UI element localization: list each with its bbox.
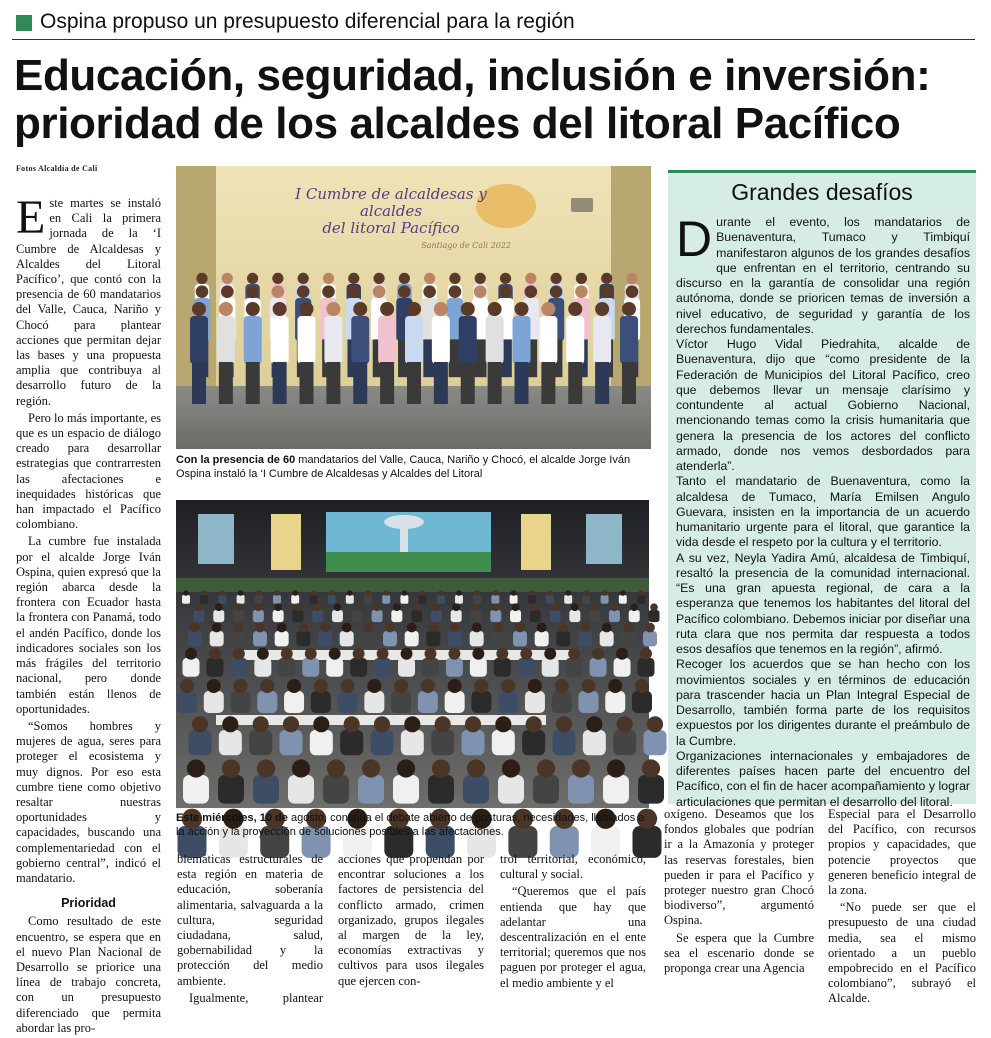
sidebar-paragraph-2: Víctor Hugo Vidal Piedrahita, alcalde de Buenaventura, dijo que “como presidente de la Federación de Municipios del Litoral Pacífico, creo que debemos llevar un mensaje clarísimo y contundente al actual Gobierno Nacional, mencionando temas como la crisis humanitaria que genera la presencia de los actores del conflicto armado, donde nos vemos desbordados para atenderla”. bbox=[676, 337, 970, 473]
photo2-caption bbox=[176, 812, 654, 839]
left-paragraph-3: La cumbre fue instalada por el alcalde Jorge Iván Ospina, quien expresó que la región abarca desde la frontera con Ecuador hasta la frontera con Panamá, todo el andén Pacífico, donde los indicadores sociales son los más frágiles del territorio nacional, pero donde también están llenos de oportunidades. bbox=[16, 534, 161, 716]
bottom-column-3-p2: “Queremos que el país entienda que hay que adelantar una descentralización en el ente territorial; queremos que nos paguen por proteger el agua, el medio ambiente y el bbox=[500, 884, 646, 990]
headline-line-2: prioridad de los alcaldes del litoral Pacífico bbox=[14, 99, 901, 148]
photo2-caption-bold: Este miércoles, 10 de bbox=[176, 812, 288, 824]
headline-line-1: Educación, seguridad, inclusión e inversión: bbox=[14, 51, 931, 100]
sidebar-grandes-desafios bbox=[668, 170, 976, 809]
sidebar-dropcap: D bbox=[676, 211, 713, 267]
auditorium-photo-image bbox=[176, 500, 649, 808]
photo1-caption-bold: Con la presencia de 60 bbox=[176, 454, 296, 466]
banner-sub: Santiago de Cali 2022 bbox=[421, 241, 511, 250]
kicker-bar bbox=[12, 8, 975, 40]
bottom-column-5 bbox=[828, 807, 976, 1009]
kicker: Ospina propuso un presupuesto diferencial para la región bbox=[40, 10, 575, 33]
subhead-prioridad: Prioridad bbox=[61, 896, 116, 911]
photo-credit: Fotos Alcaldía de Cali bbox=[16, 164, 98, 173]
banner-text bbox=[271, 186, 511, 254]
left-paragraph-2: Pero lo más importante, es que es un espacio de diálogo creado para desarrollar estrategias que contrarresten las afectaciones e inequidades históricas que han impactado el Pacífico colombiano. bbox=[16, 410, 161, 532]
sidebar-paragraph-4: A su vez, Neyla Yadira Amú, alcaldesa de Timbiquí, resaltó la presencia de la comunidad internacional. “Es una gran apuesta regional, de cara a la esperanza que tenemos los habitantes del litoral del Pacífico colombiano. Debemos iniciar por diseñar una ruta clara que nos permita dar respuesta a todos esos desafíos que tenemos en la región”, afirmó. bbox=[676, 550, 970, 656]
sidebar-paragraph-6: Organizaciones internacionales y embajadores de diferentes países hacen parte del encuentro del Pacífico, con el fin de hacer acompañamiento y lograr articulaciones que permitan el desarrollo del litoral. bbox=[676, 748, 970, 809]
group-photo bbox=[176, 166, 651, 449]
bottom-column-5-p1: Especial para el Desarrollo del Pacífico, con recursos propios y capacidades, que potencie proyectos que generen beneficio integral de la zona. bbox=[828, 807, 976, 898]
photo1-caption bbox=[176, 454, 654, 481]
left-paragraph-4: “Somos hombres y mujeres de agua, seres para proteger el ecosistema y muy dignos. Por eso esta cumbre tiene como objetivo resaltar nuestras oportunidades y capacidades, buscando una complementariedad con el gobierno central”, indicó el mandatario. bbox=[16, 718, 161, 885]
bottom-column-4 bbox=[664, 807, 814, 978]
left-paragraph-1: Este martes se instaló en Cali la primera jornada de la ‘I Cumbre de Alcaldesas y Alcaldes del Litoral Pacífico’, que contó con la presencia de 60 mandatarios del Valle, Cauca, Nariño y Chocó para plantear acciones que permitan dejar las bases y una propuesta amplia que contribuya al desarrollo futuro de la región. bbox=[16, 191, 161, 408]
bottom-column-3-p1: trol territorial, económico, cultural y social. bbox=[500, 852, 646, 882]
sidebar-body bbox=[676, 211, 970, 810]
headline bbox=[14, 52, 974, 148]
left-column bbox=[16, 191, 161, 1038]
sidebar-paragraph-5: Recoger los acuerdos que se han hecho con los movimientos sociales y en términos de educación para trascender hacia un Plan Integral Especial de Desarrollo, también forma parte de los requisitos expuestos por los dirigentes durante el preámbulo de la Cumbre. bbox=[676, 657, 970, 748]
bottom-column-2-p1: acciones que propendan por encontrar soluciones a los factores de persistencia del conflicto armado, crimen organizado, grupos ilegales al margen de la ley, economías extractivas y cultivos para usos ilegales que ejercen con- bbox=[338, 852, 484, 988]
bottom-column-4-p2: Se espera que la Cumbre sea el escenario donde se proponga crear una Agencia bbox=[664, 930, 814, 976]
bottom-column-3 bbox=[500, 852, 646, 993]
dropcap: E bbox=[16, 191, 46, 244]
banner-line-1: I Cumbre de alcaldesas y alcaldes bbox=[295, 185, 487, 220]
bottom-column-1-p1: blemáticas estructurales de esta región en materia de educación, soberanía alimentaria, salvaguarda a la cultura, seguridad ciudadana, salud, gobernabilidad y la protección del medio ambiente. bbox=[177, 852, 323, 988]
sidebar-paragraph-3: Tanto el mandatario de Buenaventura, como la alcaldesa de Tumaco, María Emilsen Angulo Guevara, insisten en la importancia de un acuerdo humanitario urgente para el litoral, que garantice la vida desde el respeto por la cultura y el territorio. bbox=[676, 474, 970, 550]
bottom-column-1-p2: Igualmente, plantear bbox=[189, 990, 323, 1005]
photo1-caption-text: mandatarios del Valle, Cauca, Nariño y Chocó, el alcalde Jorge Iván Ospina instaló la ‘I Cumbre de Alcaldesas y Alcaldes del Litoral bbox=[176, 454, 631, 480]
sidebar-paragraph-1: Durante el evento, los mandatarios de Buenaventura, Tumaco y Timbiquí manifestaron algunos de los grandes desafíos que enfrentan en el territorio, centrando su discurso en la garantía de consolidar una región autónoma, donde se prioricen temas de inversión a nivel educativo, de seguridad y garantía de los derechos fundamentales. bbox=[676, 211, 970, 336]
photo2-caption-text: agosto, continúa el debate abierto de posturas, necesidades, llamados a la acción y la proyección de soluciones posibles a las afectaciones. bbox=[176, 812, 645, 838]
bottom-column-1 bbox=[177, 852, 323, 1008]
bottom-column-4-p1: oxígeno. Deseamos que los fondos globales que podrían ir a la Amazonía y proteger las reservas forestales, bien pueden ir para el Pacífico y proteger nuestro gran Chocó biodiverso”, argumentó Ospina. bbox=[664, 807, 814, 928]
sidebar-title: Grandes desafíos bbox=[731, 179, 913, 205]
banner-line-2: del litoral Pacífico bbox=[322, 219, 460, 237]
bottom-column-5-p2: “No puede ser que el presupuesto de una ciudad media, sea el mismo orientado a un pueblo empobrecido en el Pacífico colombiano”, subrayó el Alcalde. bbox=[828, 900, 976, 1006]
left-paragraph-5: Como resultado de este encuentro, se espera que en el nuevo Plan Nacional de Desarrollo se priorice una línea de trabajo concreta, con un presupuesto diferenciado que permita abordar las pro- bbox=[16, 914, 161, 1035]
bottom-column-2 bbox=[338, 852, 484, 991]
auditorium-photo bbox=[176, 500, 649, 808]
kicker-square-icon bbox=[16, 15, 32, 31]
